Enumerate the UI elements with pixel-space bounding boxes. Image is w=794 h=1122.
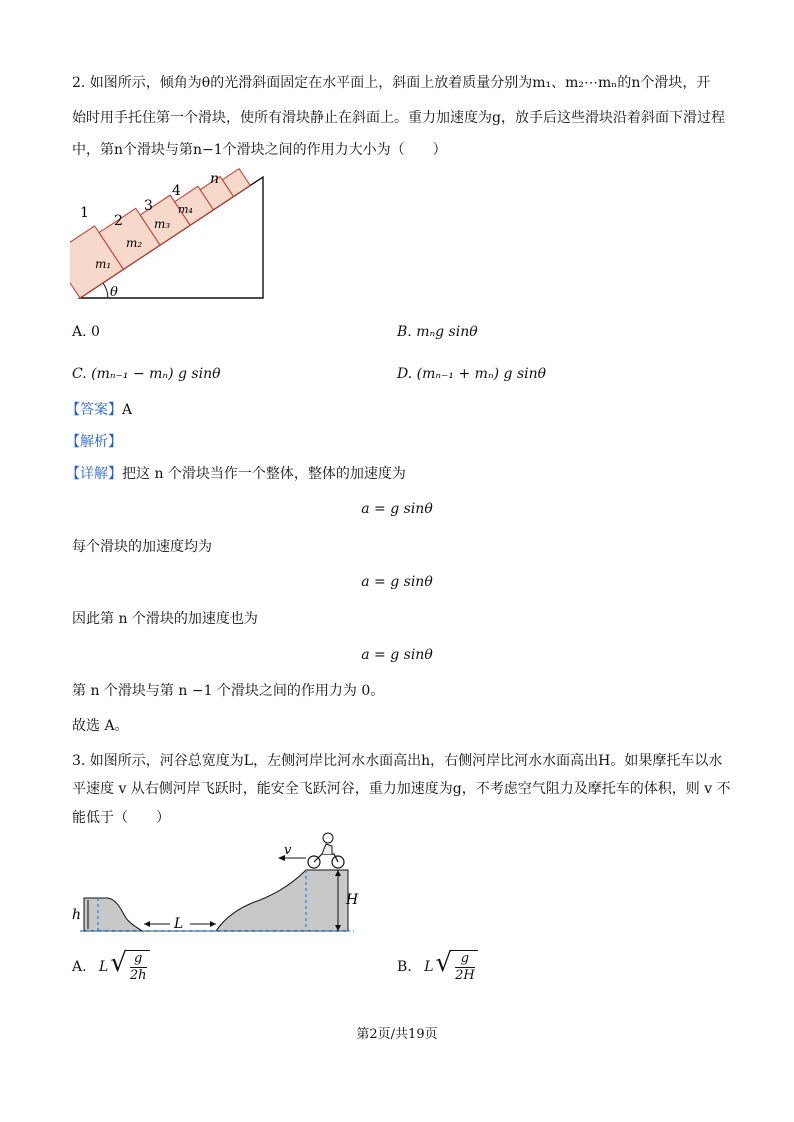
L-label: L <box>174 916 184 932</box>
block-num-4: 4 <box>172 183 181 199</box>
detail-tag: 【详解】 <box>66 466 122 482</box>
block-num-2: 2 <box>114 213 123 229</box>
q3-option-a-num: g <box>130 951 147 968</box>
q3-line-3: 能低于（ ） <box>72 810 170 826</box>
analysis-tag: 【解析】 <box>66 434 122 450</box>
detail-line-2: 每个滑块的加速度均为 <box>72 539 212 555</box>
v-label: v <box>284 843 292 858</box>
mass-3: m₃ <box>154 217 171 231</box>
q3-line-2: 平速度 v 从右侧河岸飞跃时，能安全飞跃河谷，重力加速度为g，不考虑空气阻力及摩托车的体积，则 v 不 <box>72 781 731 797</box>
q3-option-b: B. L√ $\frac{g}{2H}$ <box>397 950 478 984</box>
q3-option-a-coef: L <box>99 959 109 975</box>
angle-label: θ <box>110 285 118 300</box>
answer-row <box>66 400 132 420</box>
mass-4: m₄ <box>178 203 193 216</box>
q3-option-b-num: g <box>455 951 475 968</box>
q2-option-b: B. mₙg sinθ <box>397 324 478 340</box>
detail-line-3: 因此第 n 个滑块的加速度也为 <box>72 611 258 627</box>
q3-option-a-label: A. <box>72 959 87 975</box>
q3-option-a: A. L√ $\frac{g}{2h}$ <box>72 950 150 984</box>
q3-option-b-label: B. <box>397 959 412 975</box>
detail-line-1: 把这 n 个滑块当作一个整体，整体的加速度为 <box>122 466 406 482</box>
H-label: H <box>346 892 359 908</box>
river-valley-figure <box>70 828 370 940</box>
block-num-n: n <box>210 171 220 187</box>
incline-figure <box>70 165 280 305</box>
detail-row <box>66 464 406 484</box>
q2-line-1: 2. 如图所示，倾角为θ的光滑斜面固定在水平面上，斜面上放着质量分别为m₁、m₂⋯mₙ的n个滑块，开 <box>72 75 711 91</box>
q2-option-c: C. (mₙ₋₁ − mₙ) g sinθ <box>72 366 221 382</box>
page-footer: 第2页/共19页 <box>356 1027 438 1042</box>
q2-option-d: D. (mₙ₋₁ + mₙ) g sinθ <box>397 366 547 382</box>
answer-tag: 【答案】 <box>66 402 122 418</box>
detail-line-4: 第 n 个滑块与第 n −1 个滑块之间的作用力为 0。 <box>72 683 385 699</box>
equation-3: a = g sinθ <box>361 647 433 663</box>
equation-1: a = g sinθ <box>361 501 433 517</box>
h-label: h <box>72 907 82 923</box>
motorcycle-icon <box>308 833 344 868</box>
answer-value: A <box>122 402 133 418</box>
detail-line-5: 故选 A。 <box>72 718 129 734</box>
q3-option-b-coef: L <box>424 959 434 975</box>
mass-1: m₁ <box>95 257 112 271</box>
q3-option-a-den: 2h <box>129 968 147 983</box>
block-num-3: 3 <box>144 198 153 214</box>
q2-line-3: 中，第n个滑块与第n−1个滑块之间的作用力大小为（ ） <box>72 142 447 158</box>
q3-option-b-den: 2H <box>455 968 475 983</box>
q2-line-2: 始时用手托住第一个滑块，使所有滑块静止在斜面上。重力加速度为g，放手后这些滑块沿着斜面下滑过程 <box>72 110 725 126</box>
q3-line-1: 3. 如图所示，河谷总宽度为L，左侧河岸比河水水面高出h，右侧河岸比河水水面高出H。如果摩托车以水 <box>72 753 723 769</box>
q2-option-a: A. 0 <box>72 324 100 340</box>
block-num-1: 1 <box>80 205 89 221</box>
equation-2: a = g sinθ <box>361 574 433 590</box>
mass-2: m₂ <box>126 236 143 250</box>
